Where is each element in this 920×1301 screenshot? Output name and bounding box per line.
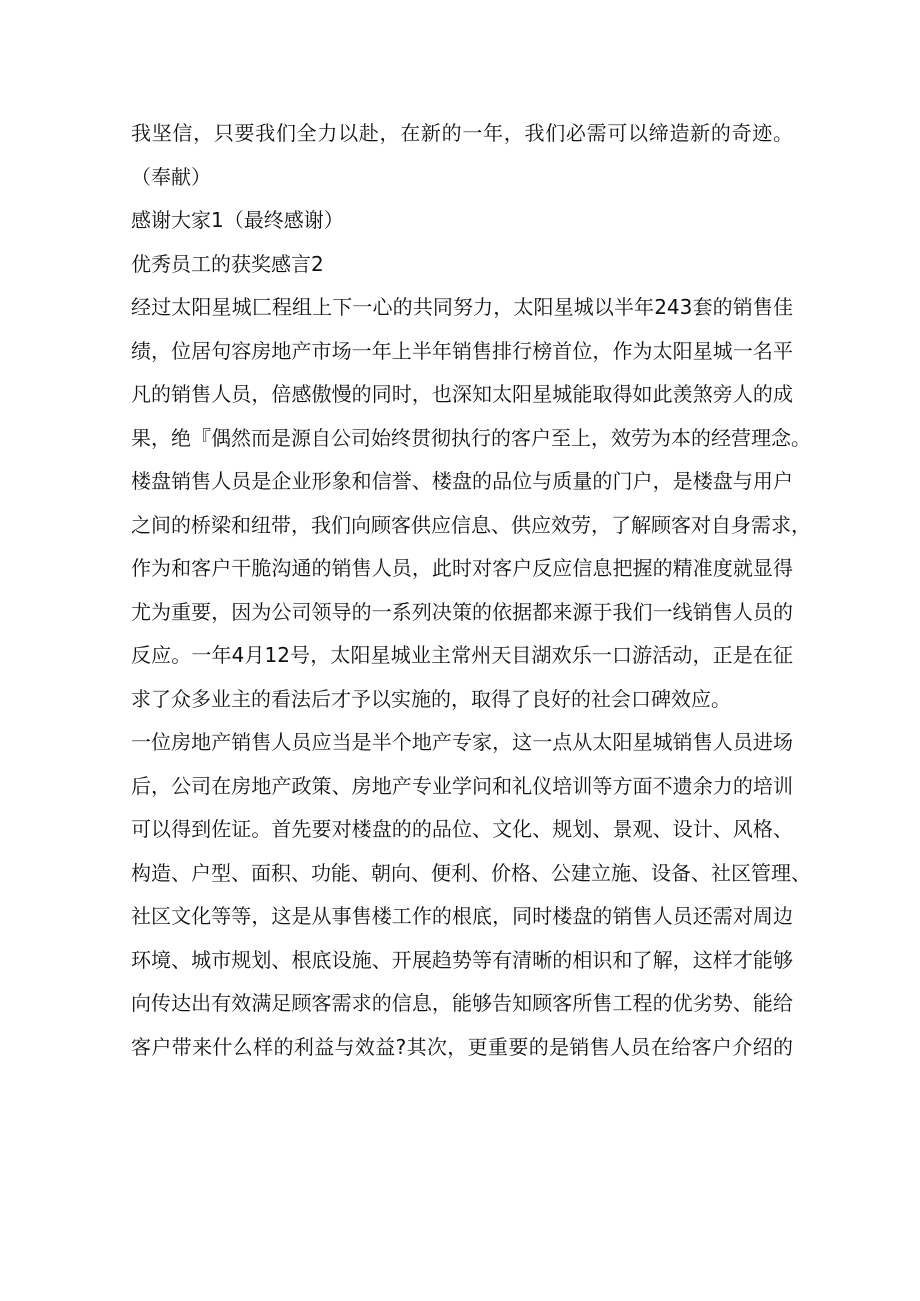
- text-line: 客户带来什么样的利益与效益?其次，更重要的是销售人员在给客户介绍的: [131, 1034, 793, 1059]
- text-line: 之间的桥梁和纽带，我们向顾客供应信息、供应效劳，了解顾客对自身需求，: [131, 512, 811, 537]
- text-line: 向传达出有效满足顾客需求的信息，能够告知顾客所售工程的优劣势、能给: [131, 991, 793, 1015]
- text-line: 反应。一年4月12号，太阳星城业主常州天目湖欢乐一口游活动，正是在征: [131, 643, 793, 667]
- text-line: 楼盘销售人员是企业形象和信誉、楼盘的品位与质量的门户，是楼盘与用户: [131, 469, 793, 493]
- text-line: 社区文化等等，这是从事售楼工作的根底，同时楼盘的销售人员还需对周边: [131, 904, 793, 928]
- text-line: 后，公司在房地产政策、房地产专业学问和礼仪培训等方面不遗余力的培训: [131, 773, 793, 798]
- text-line: 可以得到佐证。首先要对楼盘的的品位、文化、规划、景观、设计、风格、: [131, 817, 793, 841]
- text-line: （奉献）: [131, 164, 211, 189]
- document-body: [131, 112, 811, 1069]
- text-line: 经过太阳星城匚程组上下一心的共同努力，太阳星城以半年243套的销售佳: [131, 295, 793, 319]
- section-heading: 优秀员工的获奖感言2: [131, 251, 324, 276]
- text-line: 凡的销售人员，倍感傲慢的同时，也深知太阳星城能取得如此羡煞旁人的成: [131, 382, 793, 406]
- text-line: 环境、城市规划、根底设施、开展趋势等有清晰的相识和了解，这样才能够: [131, 947, 793, 972]
- text-line: 果，绝『偶然而是源自公司始终贯彻执行的客户至上，效劳为本的经营理念。: [131, 425, 811, 450]
- text-line: 尤为重要，因为公司领导的一系列决策的依据都来源于我们一线销售人员的: [131, 599, 793, 624]
- text-line: 构造、户型、面积、功能、朝向、便利、价格、公建立施、设备、社区管理、: [131, 860, 811, 885]
- text-line: 我坚信，只要我们全力以赴，在新的一年，我们必需可以缔造新的奇迹。: [131, 121, 793, 145]
- text-line: 一位房地产销售人员应当是半个地产专家，这一点从太阳星城销售人员进场: [131, 730, 793, 754]
- text-line: 绩，位居句容房地产市场一年上半年销售排行榜首位，作为太阳星城一名平: [131, 338, 793, 363]
- text-line: 感谢大家1（最终感谢）: [131, 208, 344, 232]
- text-line: 求了众多业主的看法后才予以实施的，取得了良好的社会口碑效应。: [131, 686, 731, 711]
- text-line: 作为和客户干脆沟通的销售人员，此时对客户反应信息把握的精准度就显得: [131, 556, 793, 580]
